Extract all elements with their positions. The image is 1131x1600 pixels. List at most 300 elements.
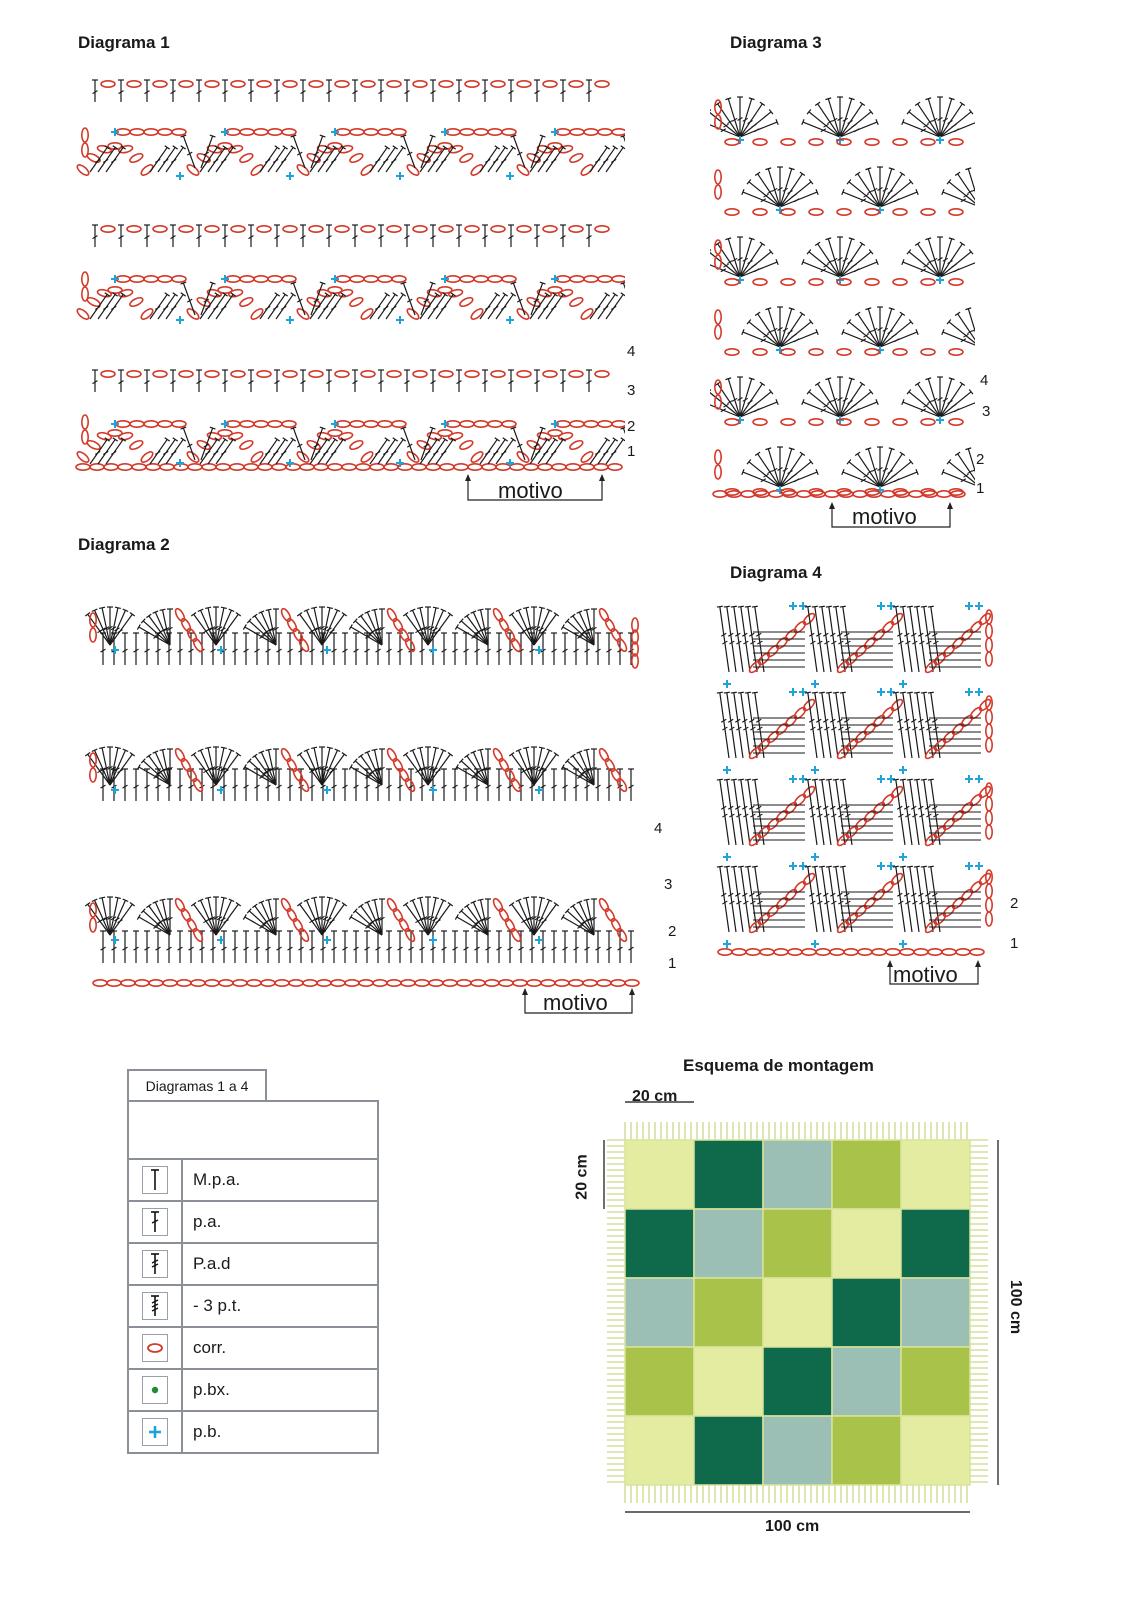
stitch-mark: [456, 225, 462, 247]
stitch-mark: [311, 747, 322, 785]
chain-mark: [292, 627, 305, 642]
stitch-mark: [304, 609, 322, 645]
chain-mark: [753, 139, 767, 145]
sc-mark: [535, 936, 543, 944]
sc-mark: [723, 680, 731, 688]
chain-mark: [233, 980, 247, 986]
chain-mark: [616, 927, 629, 942]
stitch-mark: [386, 438, 406, 464]
stitch-mark: [110, 747, 121, 785]
chain-mark: [538, 464, 552, 470]
stitch-mark: [248, 80, 254, 102]
stitch-mark: [378, 80, 384, 102]
assembly-square: [694, 1140, 763, 1209]
chain-mark: [118, 288, 133, 297]
chain-mark: [816, 949, 830, 955]
chain-mark: [296, 163, 311, 177]
stitch-mark: [496, 146, 516, 172]
assembly-square: [625, 1347, 694, 1416]
stitch-mark: [452, 633, 458, 665]
stitch-mark: [322, 897, 333, 935]
stitch-mark: [378, 225, 384, 247]
chain-mark: [569, 439, 584, 451]
stitch-mark: [404, 370, 410, 392]
chain-mark: [280, 747, 293, 762]
chain-mark: [101, 226, 115, 232]
chain-mark: [328, 464, 342, 470]
stitch-mark: [144, 80, 150, 102]
sc-mark: [506, 459, 514, 467]
chain-mark: [257, 81, 271, 87]
stitch-mark: [496, 633, 502, 665]
chain-mark: [121, 980, 135, 986]
sc-mark: [811, 766, 819, 774]
chain-mark: [413, 371, 427, 377]
stitch-mark: [322, 749, 340, 785]
stitch-mark: [724, 606, 736, 672]
chain-mark: [174, 897, 187, 912]
legend-row: [129, 1242, 377, 1284]
chain-mark: [387, 81, 401, 87]
assembly-square: [901, 1347, 970, 1416]
sc-mark: [811, 853, 819, 861]
assembly-square: [625, 1278, 694, 1347]
stitch-mark: [419, 633, 425, 665]
chain-mark: [492, 897, 505, 912]
chain-mark: [93, 980, 107, 986]
chain-mark: [502, 421, 516, 427]
assembly-square: [763, 1209, 832, 1278]
stitch-mark: [352, 225, 358, 247]
chain-mark: [309, 226, 323, 232]
chain-mark: [865, 209, 879, 215]
chain-mark: [809, 419, 823, 425]
chain-mark: [448, 431, 463, 440]
chain-mark: [345, 980, 359, 986]
chain-mark: [384, 464, 398, 470]
stitch-mark: [819, 866, 831, 932]
chain-mark: [844, 949, 858, 955]
assembly-square: [901, 1278, 970, 1347]
chain-mark: [516, 450, 531, 464]
stitch-mark: [914, 692, 926, 758]
stitch-mark: [248, 370, 254, 392]
chain-mark: [309, 81, 323, 87]
assembly-square: [901, 1140, 970, 1209]
sc-mark: [899, 853, 907, 861]
stitch-mark: [404, 225, 410, 247]
chain-mark: [457, 980, 471, 986]
chain-mark: [387, 226, 401, 232]
stitch-mark: [118, 370, 124, 392]
stitch-mark: [621, 135, 625, 168]
d2-row-3: 3: [664, 876, 673, 893]
chain-mark: [784, 801, 798, 815]
sc-mark: [877, 862, 885, 870]
sc-mark: [111, 646, 119, 654]
chain-mark: [338, 288, 353, 297]
chain-mark: [364, 276, 378, 282]
stitch-mark: [326, 438, 346, 464]
chain-mark: [921, 139, 935, 145]
stitch-mark: [523, 897, 534, 935]
chain-mark: [933, 652, 947, 666]
stitch-mark: [92, 370, 98, 392]
chain-mark: [177, 980, 191, 986]
chain-mark: [172, 421, 186, 427]
stitch-mark: [410, 899, 428, 935]
chain-mark: [470, 163, 485, 177]
chain-mark: [303, 980, 317, 986]
stitch-mark: [311, 607, 322, 645]
chain-mark: [986, 811, 992, 825]
chain-mark: [158, 421, 172, 427]
stitch-mark: [441, 769, 447, 801]
chain-mark: [886, 949, 900, 955]
chain-mark: [342, 464, 356, 470]
chain-mark: [82, 143, 88, 157]
sc-mark: [877, 602, 885, 610]
sc-mark: [176, 316, 184, 324]
sc-mark: [111, 936, 119, 944]
chain-mark: [448, 288, 463, 297]
chain-mark: [986, 870, 992, 884]
stitch-mark: [496, 931, 502, 963]
chain-mark: [426, 464, 440, 470]
sc-mark: [936, 276, 944, 284]
stitch-mark: [428, 897, 439, 935]
assembly-square: [694, 1416, 763, 1485]
legend-header-blank: [129, 1102, 377, 1160]
stitch-mark: [386, 293, 406, 319]
stitch-mark: [100, 931, 106, 963]
chain-mark: [205, 980, 219, 986]
chain-mark: [231, 226, 245, 232]
stitch-mark: [907, 692, 919, 758]
d2-row-2: 2: [668, 923, 677, 940]
chain-mark: [230, 464, 244, 470]
chain-mark: [132, 464, 146, 470]
stitch-mark: [606, 146, 625, 172]
stitch-mark: [724, 692, 736, 758]
sc-mark: [965, 775, 973, 783]
chain-mark: [180, 617, 193, 632]
chain-mark: [90, 628, 96, 642]
stitch-mark: [914, 866, 926, 932]
stitch-mark: [606, 769, 612, 801]
diagram-1-title: Diagrama 1: [78, 33, 170, 52]
stitch-mark: [606, 633, 612, 665]
sc-mark: [877, 775, 885, 783]
chain-mark: [485, 980, 499, 986]
chain-mark: [516, 163, 531, 177]
stitch-mark: [170, 80, 176, 102]
chain-mark: [335, 371, 349, 377]
sc-mark: [789, 602, 797, 610]
chain-mark: [174, 747, 187, 762]
d3-motivo-label: motivo: [852, 504, 917, 529]
stitch-mark: [352, 370, 358, 392]
chain-mark: [604, 757, 617, 772]
chain-mark: [566, 464, 580, 470]
stitch-mark: [378, 370, 384, 392]
sc-mark: [899, 766, 907, 774]
stitch-mark: [826, 866, 838, 932]
chain-mark: [510, 927, 523, 942]
stitch-mark: [386, 769, 392, 801]
chain-mark: [275, 980, 289, 986]
d4-motivo-label: motivo: [893, 962, 958, 987]
stitch-mark: [216, 749, 234, 785]
stitch-mark: [386, 633, 392, 665]
stitch-mark: [508, 225, 514, 247]
chain-mark: [872, 888, 886, 902]
stitch-mark: [276, 438, 296, 464]
stitch-mark: [401, 135, 415, 168]
chain-mark: [459, 152, 474, 164]
sc-mark: [429, 786, 437, 794]
stitch-mark: [232, 633, 238, 665]
single-crochet-icon: [142, 1418, 168, 1446]
chain-mark: [350, 276, 364, 282]
chain-mark: [149, 980, 163, 986]
chain-mark: [956, 949, 970, 955]
chain-mark: [949, 419, 963, 425]
legend-icon-cell: [129, 1160, 183, 1200]
stitch-mark: [724, 866, 736, 932]
stitch-mark: [738, 866, 750, 932]
stitch-mark: [546, 438, 566, 464]
chain-mark: [474, 276, 488, 282]
chain-mark: [349, 152, 364, 164]
chain-mark: [986, 898, 992, 912]
chain-mark: [118, 144, 133, 153]
stitch-mark: [196, 225, 202, 247]
stitch-mark: [496, 769, 502, 801]
assembly-square: [832, 1278, 901, 1347]
chain-mark: [282, 129, 296, 135]
chain-mark: [986, 797, 992, 811]
chain-mark: [986, 884, 992, 898]
chain-mark: [180, 757, 193, 772]
chain-mark: [960, 888, 974, 902]
d1-row-1: 1: [627, 443, 636, 460]
chain-mark: [986, 825, 992, 839]
chain-mark: [205, 371, 219, 377]
chain-mark: [386, 897, 399, 912]
chain-mark: [172, 276, 186, 282]
chain-mark: [192, 927, 205, 942]
chain-mark: [488, 276, 502, 282]
stitch-mark: [496, 438, 516, 464]
stitch-mark: [322, 899, 340, 935]
stitch-mark: [216, 609, 234, 645]
sc-mark: [323, 936, 331, 944]
stitch-mark: [110, 607, 121, 645]
sc-mark: [396, 172, 404, 180]
chain-mark: [180, 907, 193, 922]
chain-mark: [247, 980, 261, 986]
chain-mark: [715, 185, 721, 199]
diagram-4-chart: [715, 590, 1000, 960]
stitch-mark: [819, 606, 831, 672]
chain-mark: [951, 896, 965, 910]
chain-mark: [951, 636, 965, 650]
chain-mark: [781, 489, 795, 495]
double-crochet-icon: [142, 1208, 168, 1236]
stitch-mark: [463, 931, 469, 963]
assembly-square: [625, 1140, 694, 1209]
chain-mark: [186, 917, 199, 932]
chain-mark: [598, 276, 612, 282]
stitch-mark: [287, 633, 293, 665]
chain-mark: [569, 152, 584, 164]
chain-mark: [439, 371, 453, 377]
chain-mark: [282, 421, 296, 427]
sc-mark: [396, 316, 404, 324]
sc-mark: [723, 766, 731, 774]
chain-mark: [196, 439, 211, 451]
stitch-mark: [304, 899, 322, 935]
stitch-mark: [326, 80, 332, 102]
stitch-mark: [232, 769, 238, 801]
sc-mark: [975, 862, 983, 870]
chain-mark: [386, 747, 399, 762]
sc-mark: [799, 862, 807, 870]
chain-mark: [153, 226, 167, 232]
chain-mark: [459, 296, 474, 308]
sc-mark: [899, 680, 907, 688]
chain-mark: [413, 226, 427, 232]
stitch-mark: [738, 606, 750, 672]
stitch-mark: [404, 80, 410, 102]
chain-mark: [845, 825, 859, 839]
chain-mark: [504, 917, 517, 932]
square-width-label: 20 cm: [632, 1088, 678, 1105]
chain-mark: [186, 163, 201, 177]
stitch-mark: [276, 931, 282, 963]
chain-mark: [130, 421, 144, 427]
stitch-mark: [731, 866, 743, 932]
stitch-mark: [322, 747, 333, 785]
diagram-1-chart: [75, 62, 625, 482]
chain-mark: [725, 139, 739, 145]
stitch-mark: [496, 293, 516, 319]
stitch-mark: [181, 135, 195, 168]
stitch-mark: [907, 866, 919, 932]
stitch-mark: [430, 80, 436, 102]
chain-mark: [392, 617, 405, 632]
chain-mark: [158, 129, 172, 135]
stitch-mark: [122, 769, 128, 801]
chain-mark: [118, 431, 133, 440]
chain-mark: [292, 767, 305, 782]
total-width-label: 100 cm: [765, 1518, 820, 1535]
chain-mark: [370, 464, 384, 470]
stitch-mark: [265, 931, 271, 963]
chain-mark: [732, 949, 746, 955]
chain-mark: [378, 276, 392, 282]
legend-icon-cell: [129, 1286, 183, 1326]
stitch-mark: [826, 779, 838, 845]
stitch-mark: [586, 225, 592, 247]
chain-mark: [960, 714, 974, 728]
stitch-mark: [516, 609, 534, 645]
chain-mark: [594, 464, 608, 470]
stitch-mark: [562, 633, 568, 665]
assembly-square: [901, 1209, 970, 1278]
sc-mark: [789, 862, 797, 870]
chain-mark: [498, 757, 511, 772]
chain-mark: [361, 226, 375, 232]
chain-mark: [443, 980, 457, 986]
sc-mark: [965, 862, 973, 870]
legend-label: M.p.a.: [193, 1170, 241, 1189]
stitch-mark: [188, 931, 194, 963]
stitch-mark: [99, 897, 110, 935]
chain-mark: [298, 777, 311, 792]
chain-mark: [715, 325, 721, 339]
assembly-square: [694, 1278, 763, 1347]
chain-mark: [960, 801, 974, 815]
chain-mark: [104, 464, 118, 470]
chain-mark: [970, 949, 984, 955]
stitch-mark: [628, 931, 634, 963]
sc-mark: [965, 602, 973, 610]
chain-mark: [127, 81, 141, 87]
chain-mark: [127, 371, 141, 377]
chain-mark: [858, 949, 872, 955]
chain-mark: [268, 421, 282, 427]
assembly-square: [694, 1209, 763, 1278]
chain-mark: [865, 419, 879, 425]
stitch-mark: [342, 769, 348, 801]
chain-mark: [715, 115, 721, 129]
chain-mark: [350, 421, 364, 427]
assembly-square: [625, 1209, 694, 1278]
stitch-mark: [198, 899, 216, 935]
chain-mark: [949, 139, 963, 145]
chain-mark: [429, 980, 443, 986]
chain-mark: [292, 917, 305, 932]
stitch-mark: [940, 399, 975, 417]
sc-mark: [975, 688, 983, 696]
stitch-mark: [573, 931, 579, 963]
stitch-mark: [144, 370, 150, 392]
chain-mark: [718, 949, 732, 955]
sc-mark: [887, 688, 895, 696]
stitch-mark: [248, 225, 254, 247]
sc-mark: [799, 688, 807, 696]
stitch-mark: [291, 135, 305, 168]
stitch-mark: [155, 931, 161, 963]
stitch-mark: [430, 370, 436, 392]
stitch-mark: [342, 633, 348, 665]
stitch-mark: [508, 370, 514, 392]
assembly-square: [763, 1140, 832, 1209]
chain-mark: [130, 129, 144, 135]
chain-mark: [300, 464, 314, 470]
chain-mark: [760, 949, 774, 955]
chain-mark: [174, 607, 187, 622]
chain-mark: [499, 980, 513, 986]
stitch-mark: [397, 931, 403, 963]
chain-mark: [82, 287, 88, 301]
stitch-mark: [456, 370, 462, 392]
chain-mark: [604, 907, 617, 922]
d1-row-2: 2: [627, 418, 636, 435]
chain-mark: [584, 276, 598, 282]
